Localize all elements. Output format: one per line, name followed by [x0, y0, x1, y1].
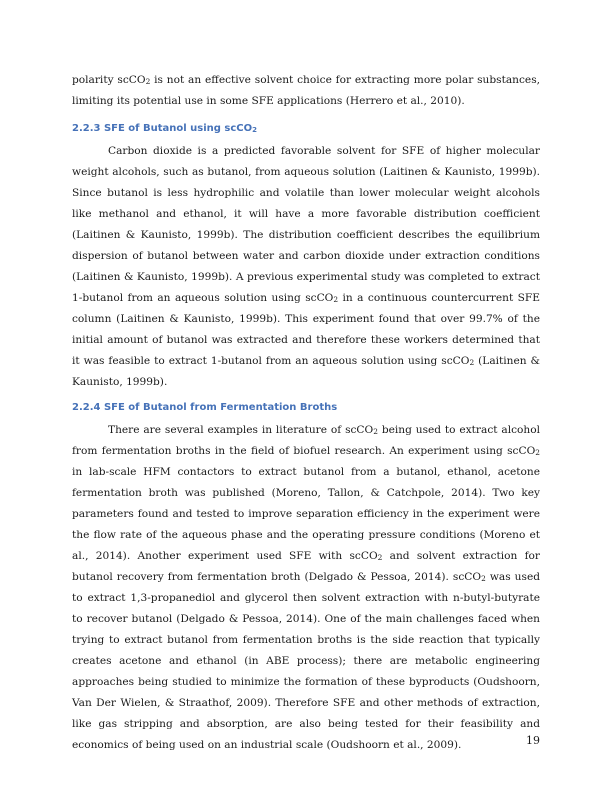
document-page	[72, 70, 540, 756]
paragraph-polarity-continuation	[72, 70, 540, 112]
paragraph-sfe-butanol-scco2	[72, 141, 540, 393]
section-heading-2-2-4	[72, 401, 540, 415]
text-run: There are several examples in literature of scCO	[108, 424, 374, 436]
text-run: Carbon dioxide is a predicted favorable solvent for SFE of higher molecular weight alcohols, such as butanol, from aqueous solution (Laitinen & Kaunisto, 1999b). Since butanol is less hydrophilic and volatile than lower molecular weight alcohols like methanol and ethanol, it will have a more favorable distribution coefficient (Laitinen & Kaunisto, 1999b). The distribution coefficient describes the equilibrium dispersion of butanol between water and carbon dioxide under extraction conditions (Laitinen & Kaunisto, 1999b). A previous experimental study was completed to extract 1-butanol from an aqueous solution using scCO	[72, 145, 540, 304]
subscript: 2	[373, 427, 378, 437]
section-heading-2-2-3	[72, 122, 540, 136]
text-run: in lab-scale HFM contactors to extract butanol from a butanol, ethanol, acetone fermentation broth was published (Moreno, Tallon, & Catchpole, 2014). Two key parameters found and tested to improve separation efficiency in the experiment were the flow rate of the aqueous phase and the operating pressure conditions (Moreno et al., 2014). Another experiment used SFE with scCO	[72, 466, 540, 562]
subscript: 2	[333, 295, 339, 305]
subscript: 2	[145, 77, 151, 87]
text-run: was used to extract 1,3-propanediol and glycerol then solvent extraction with n-butyl-butyrate to recover butanol (Delgado & Pessoa, 2014). One of the main challenges faced when trying to extract butanol from fermentation broths is the side reaction that typically creates acetone and ethanol (in ABE process); there are metabolic engineering approaches being studied to minimize the formation of these byproducts (Oudshoorn, Van Der Wielen, & Straathof, 2009). Therefore SFE and other methods of extraction, like gas stripping and absorption, are also being tested for their feasibility and economics of being used on an industrial scale (Oudshoorn et al., 2009).	[72, 571, 540, 751]
text-run: is not an effective solvent choice for extracting more polar substances, limiting its potential use in some SFE applications (Herrero et al., 2010).	[72, 74, 540, 107]
heading-text: 2.2.4 SFE of Butanol from Fermentation Broths	[72, 402, 338, 413]
text-run: (Laitinen & Kaunisto, 1999b).	[72, 355, 540, 388]
subscript: 2	[377, 553, 383, 563]
paragraph-sfe-fermentation-broths	[72, 420, 540, 756]
text-run: and solvent extraction for butanol recovery from fermentation broth (Delgado & Pessoa, 2014). scCO	[72, 550, 540, 583]
subscript: 2	[252, 126, 258, 135]
subscript: 2	[535, 448, 540, 458]
page-number: 19	[526, 734, 540, 747]
text-run: polarity scCO	[72, 74, 146, 86]
subscript: 2	[469, 358, 475, 368]
heading-text: 2.2.3 SFE of Butanol using scCO	[72, 123, 253, 134]
text-run: in a continuous countercurrent SFE column (Laitinen & Kaunisto, 1999b). This experiment found that over 99.7% of the initial amount of butanol was extracted and therefore these workers determined that it was feasible to extract 1-butanol from an aqueous solution using scCO	[72, 292, 540, 367]
text-run: being used to extract alcohol from fermentation broths in the field of biofuel research. An experiment using scCO	[72, 424, 540, 457]
subscript: 2	[481, 574, 486, 584]
